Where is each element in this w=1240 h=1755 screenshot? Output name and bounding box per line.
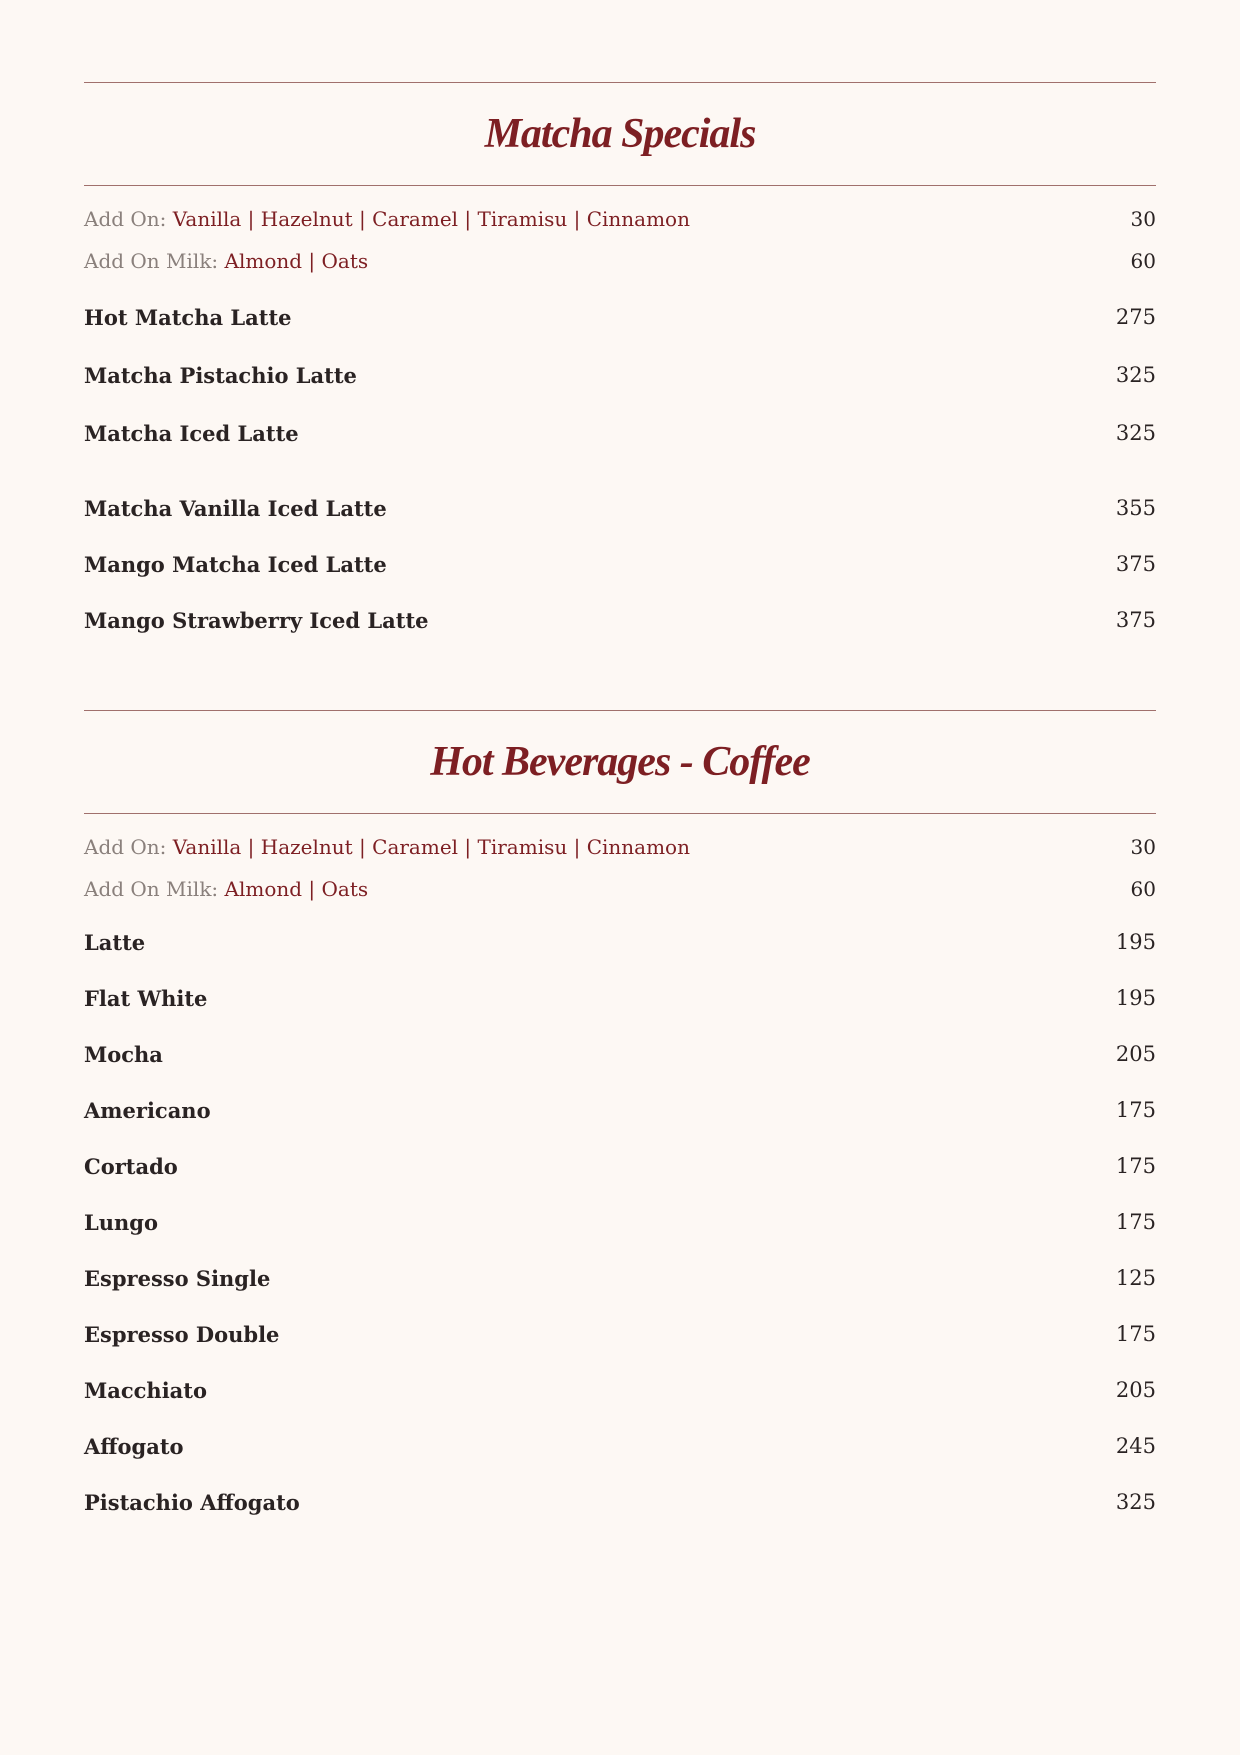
menu-item <box>84 480 1156 536</box>
menu-item <box>84 1026 1156 1082</box>
item-name: Mocha <box>84 1041 163 1067</box>
item-name: Mango Matcha Iced Latte <box>84 551 387 577</box>
item-name: Espresso Single <box>84 1265 271 1291</box>
menu-item <box>84 288 1156 346</box>
addon-row <box>84 826 1156 868</box>
menu-item <box>84 346 1156 404</box>
item-price: 205 <box>1115 1378 1156 1402</box>
item-price: 355 <box>1115 496 1156 520</box>
addon-milk-row <box>84 240 1156 282</box>
menu-item <box>84 1082 1156 1138</box>
section-title: Matcha Specials <box>484 111 756 157</box>
addon-milk-row <box>84 868 1156 910</box>
item-name: Cortado <box>84 1153 178 1179</box>
item-name: Macchiato <box>84 1377 207 1403</box>
item-name: Espresso Double <box>84 1321 280 1347</box>
section-hot-beverages-coffee <box>84 710 1156 1530</box>
section-title: Hot Beverages - Coffee <box>430 739 810 785</box>
menu-item <box>84 970 1156 1026</box>
item-price: 275 <box>1115 305 1156 329</box>
item-name: Matcha Vanilla Iced Latte <box>84 495 387 521</box>
addon-label: Add On: <box>84 835 167 859</box>
item-name: Lungo <box>84 1209 158 1235</box>
item-price: 175 <box>1115 1154 1156 1178</box>
menu-item <box>84 914 1156 970</box>
addon-label: Add On: <box>84 207 167 231</box>
menu-item <box>84 1418 1156 1474</box>
item-price: 245 <box>1115 1434 1156 1458</box>
addon-options: Vanilla | Hazelnut | Caramel | Tiramisu | Cinnamon <box>172 207 690 231</box>
item-price: 195 <box>1115 930 1156 954</box>
item-price: 325 <box>1115 363 1156 387</box>
section-matcha-specials <box>84 82 1156 648</box>
item-price: 375 <box>1115 608 1156 632</box>
item-name: Affogato <box>84 1433 184 1459</box>
item-name: Americano <box>84 1097 211 1123</box>
item-name: Matcha Iced Latte <box>84 420 299 446</box>
item-name: Flat White <box>84 985 208 1011</box>
addon-row <box>84 198 1156 240</box>
item-name: Hot Matcha Latte <box>84 304 292 330</box>
menu-item <box>84 1138 1156 1194</box>
menu-item <box>84 1250 1156 1306</box>
addon-options: Almond | Oats <box>224 877 369 901</box>
menu-item <box>84 592 1156 648</box>
item-price: 325 <box>1115 1490 1156 1514</box>
addon-price: 60 <box>1130 877 1156 901</box>
item-price: 175 <box>1115 1322 1156 1346</box>
menu-item <box>84 1362 1156 1418</box>
item-price: 125 <box>1115 1266 1156 1290</box>
item-price: 175 <box>1115 1098 1156 1122</box>
addon-label: Add On Milk: <box>84 877 219 901</box>
menu-item <box>84 404 1156 462</box>
addon-options: Vanilla | Hazelnut | Caramel | Tiramisu | Cinnamon <box>172 835 690 859</box>
item-price: 195 <box>1115 986 1156 1010</box>
item-name: Pistachio Affogato <box>84 1489 300 1515</box>
item-price: 205 <box>1115 1042 1156 1066</box>
item-name: Mango Strawberry Iced Latte <box>84 607 429 633</box>
item-name: Matcha Pistachio Latte <box>84 362 357 388</box>
item-name: Latte <box>84 929 146 955</box>
item-price: 325 <box>1115 421 1156 445</box>
addon-price: 30 <box>1130 207 1156 231</box>
item-price: 375 <box>1115 552 1156 576</box>
addon-price: 60 <box>1130 249 1156 273</box>
item-price: 175 <box>1115 1210 1156 1234</box>
addon-options: Almond | Oats <box>224 249 369 273</box>
addon-label: Add On Milk: <box>84 249 219 273</box>
menu-item <box>84 536 1156 592</box>
menu-item <box>84 1194 1156 1250</box>
addon-price: 30 <box>1130 835 1156 859</box>
menu-item <box>84 1474 1156 1530</box>
menu-item <box>84 1306 1156 1362</box>
